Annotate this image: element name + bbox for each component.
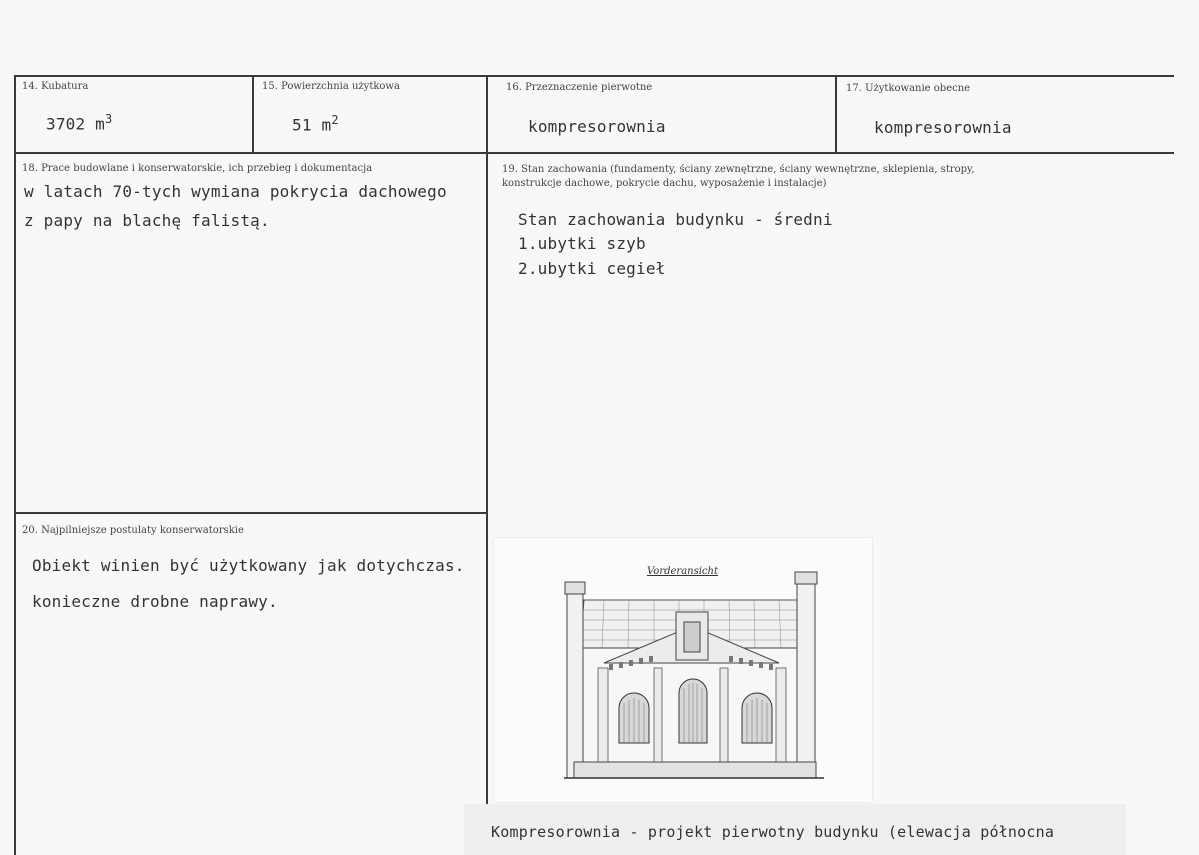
field-15-value — [292, 113, 339, 134]
field-19-line-1: Stan zachowania budynku - średni — [518, 210, 833, 229]
left-mid-rule — [14, 512, 486, 514]
field-17-label: 17. Użytkowanie obecne — [846, 83, 971, 94]
field-19-label-line-2: konstrukcje dachowe, pokrycie dachu, wyposażenie i instalacje) — [502, 178, 827, 189]
powierzchnia-unit-exponent: 2 — [331, 113, 339, 127]
kubatura-unit-exponent: 3 — [105, 112, 113, 126]
field-18-label: 18. Prace budowlane i konserwatorskie, ich przebieg i dokumentacja — [22, 163, 373, 174]
top-rule — [14, 75, 1174, 77]
field-14-label: 14. Kubatura — [22, 81, 89, 92]
field-14-value — [46, 112, 112, 133]
field-17-value: kompresorownia — [874, 118, 1012, 137]
elevation-photo — [494, 538, 872, 802]
field-16-value: kompresorownia — [528, 117, 666, 136]
divider-14-15 — [252, 75, 254, 153]
drawing-title: Vorderansicht — [647, 566, 718, 577]
field-19-label-line-1: 19. Stan zachowania (fundamenty, ściany zewnętrzne, ściany wewnętrzne, sklepienia, stropy, — [502, 164, 975, 175]
field-20-label: 20. Najpilniejsze postulaty konserwatorskie — [22, 525, 244, 536]
center-divider — [486, 75, 488, 805]
row1-bottom-rule — [14, 152, 1174, 154]
left-edge-rule — [14, 75, 16, 855]
field-18-line-1: w latach 70-tych wymiana pokrycia dachowego — [24, 182, 447, 201]
photo-caption: Kompresorownia - projekt pierwotny budynku (elewacja północna — [491, 823, 1055, 841]
divider-16-17 — [835, 75, 837, 153]
field-19-line-2: 1.ubytki szyb — [518, 234, 646, 253]
field-20-line-1: Obiekt winien być użytkowany jak dotychczas. — [32, 556, 465, 575]
building-elevation-drawing — [494, 538, 872, 802]
field-16-label: 16. Przeznaczenie pierwotne — [506, 82, 653, 93]
field-18-line-2: z papy na blachę falistą. — [24, 211, 270, 230]
field-15-label: 15. Powierzchnia użytkowa — [262, 81, 400, 92]
field-19-line-3: 2.ubytki cegieł — [518, 259, 666, 278]
powierzchnia-value: 51 m — [292, 115, 332, 135]
field-20-line-2: konieczne drobne naprawy. — [32, 592, 278, 611]
kubatura-value: 3702 m — [46, 114, 105, 134]
